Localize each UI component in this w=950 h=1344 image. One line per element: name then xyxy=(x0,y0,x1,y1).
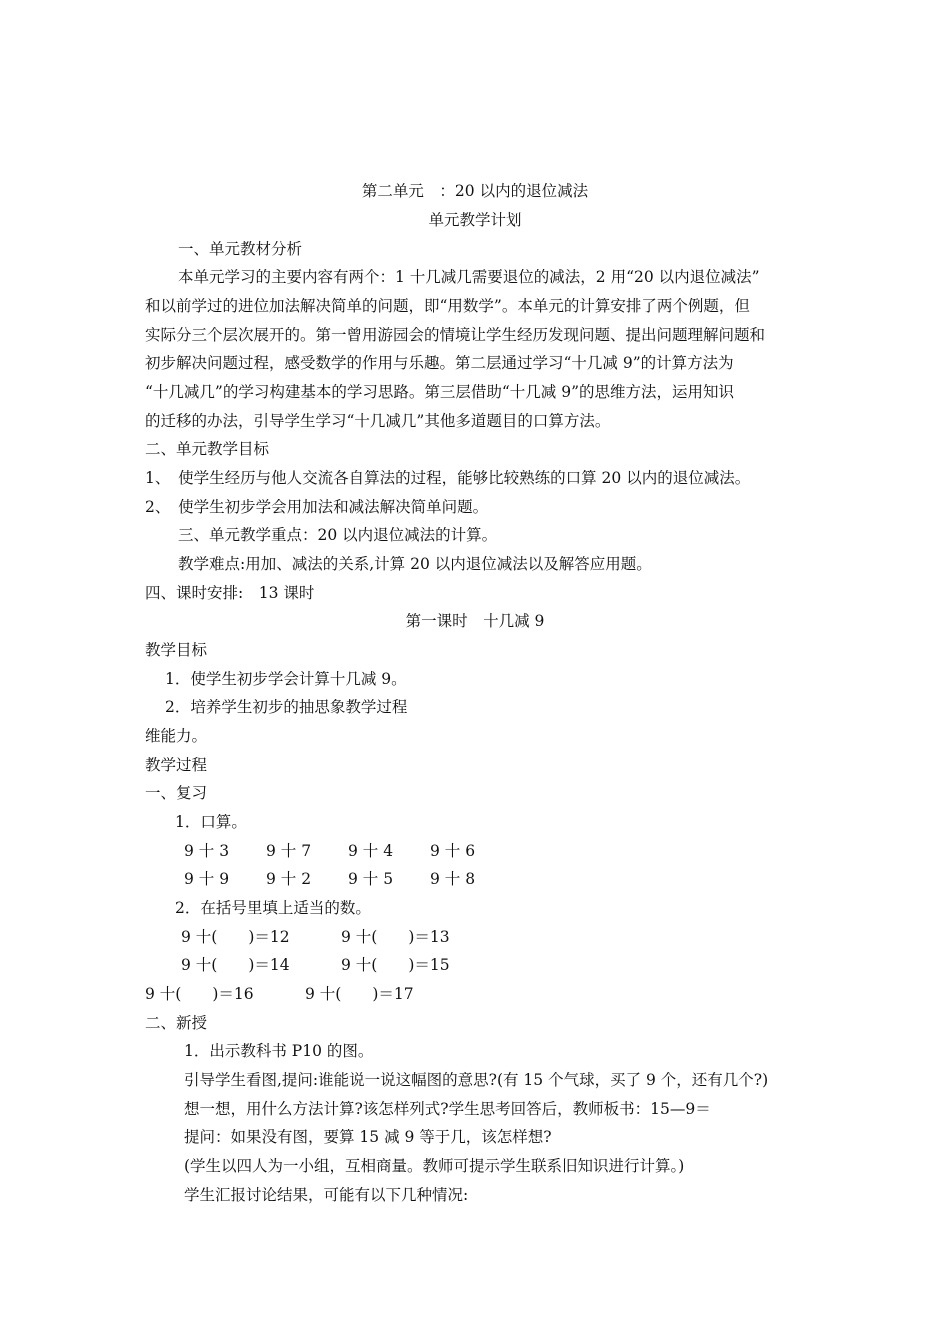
section-3-line: 三、单元教学重点：20 以内退位减法的计算。 xyxy=(178,526,498,544)
teaching-step: 学生汇报讨论结果，可能有以下几种情况: xyxy=(184,1186,469,1204)
lesson-title: 第一课时 十几减 9 xyxy=(405,612,545,630)
teaching-step: 引导学生看图,提问:谁能说一说这幅图的意思?(有 15 个气球，买了 9 个，还有几个?) xyxy=(184,1071,769,1089)
lesson-goal: 2．培养学生初步的抽思象教学过程 xyxy=(165,698,408,716)
oral-expr: 9 十 2 xyxy=(266,870,312,888)
paragraph-line: 和以前学过的进位加法解决简单的问题，即“用数学”。本单元的计算安排了两个例题，但 xyxy=(145,297,750,315)
teaching-step: 提问：如果没有图，要算 15 减 9 等于几，该怎样想? xyxy=(184,1128,552,1146)
plan-title: 单元教学计划 xyxy=(428,211,522,229)
difficulty-line: 教学难点:用加、减法的关系,计算 20 以内退位减法以及解答应用题。 xyxy=(178,555,652,573)
section-1-heading: 一、单元教材分析 xyxy=(178,240,303,258)
goal-item: 1、 使学生经历与他人交流各自算法的过程，能够比较熟练的口算 20 以内的退位减法。 xyxy=(145,469,751,487)
lesson-goal-cont: 维能力。 xyxy=(145,727,208,745)
goals-heading: 教学目标 xyxy=(145,641,208,659)
lesson-goal: 1．使学生初步学会计算十几减 9。 xyxy=(165,670,407,688)
paragraph-line: 的迁移的办法，引导学生学习“十几减几”其他多道题目的口算方法。 xyxy=(145,412,611,430)
new-teaching-heading: 二、新授 xyxy=(145,1014,208,1032)
oral-expr: 9 十 4 xyxy=(348,842,394,860)
paragraph-line: 本单元学习的主要内容有两个：1 十几减几需要退位的减法，2 用“20 以内退位减法” xyxy=(178,268,760,286)
paragraph-line: 实际分三个层次展开的。第一曾用游园会的情境让学生经历发现问题、提出问题理解问题和 xyxy=(145,326,766,344)
oral-expr: 9 十 8 xyxy=(430,870,476,888)
fill-expr: 9 十( )＝17 xyxy=(305,985,414,1003)
teaching-step: 想一想，用什么方法计算?该怎样列式?学生思考回答后，教师板书：15—9＝ xyxy=(184,1100,711,1118)
section-2-heading: 二、单元教学目标 xyxy=(145,440,270,458)
teaching-step: (学生以四人为一小组，互相商量。教师可提示学生联系旧知识进行计算。) xyxy=(184,1157,685,1175)
section-4-line: 四、课时安排: 13 课时 xyxy=(145,584,315,602)
fill-heading: 2．在括号里填上适当的数。 xyxy=(175,899,371,917)
fill-expr: 9 十( )＝14 xyxy=(181,956,290,974)
review-heading: 一、复习 xyxy=(145,784,208,802)
paragraph-line: 初步解决问题过程，感受数学的作用与乐趣。第二层通过学习“十几减 9”的计算方法为 xyxy=(145,354,734,372)
process-heading: 教学过程 xyxy=(145,756,208,774)
oral-expr: 9 十 5 xyxy=(348,870,394,888)
teaching-step: 1．出示教科书 P10 的图。 xyxy=(184,1042,374,1060)
fill-expr: 9 十( )＝12 xyxy=(181,928,290,946)
oral-expr: 9 十 6 xyxy=(430,842,476,860)
fill-expr: 9 十( )＝15 xyxy=(341,956,450,974)
paragraph-line: “十几减几”的学习构建基本的学习思路。第三层借助“十几减 9”的思维方法，运用知识 xyxy=(145,383,734,401)
fill-expr: 9 十( )＝16 xyxy=(145,985,254,1003)
oral-expr: 9 十 7 xyxy=(266,842,312,860)
oral-expr: 9 十 9 xyxy=(184,870,230,888)
goal-item: 2、 使学生初步学会用加法和减法解决简单问题。 xyxy=(145,498,489,516)
fill-expr: 9 十( )＝13 xyxy=(341,928,450,946)
oral-heading: 1．口算。 xyxy=(175,813,247,831)
unit-title: 第二单元 ：20 以内的退位减法 xyxy=(361,182,589,200)
oral-expr: 9 十 3 xyxy=(184,842,230,860)
